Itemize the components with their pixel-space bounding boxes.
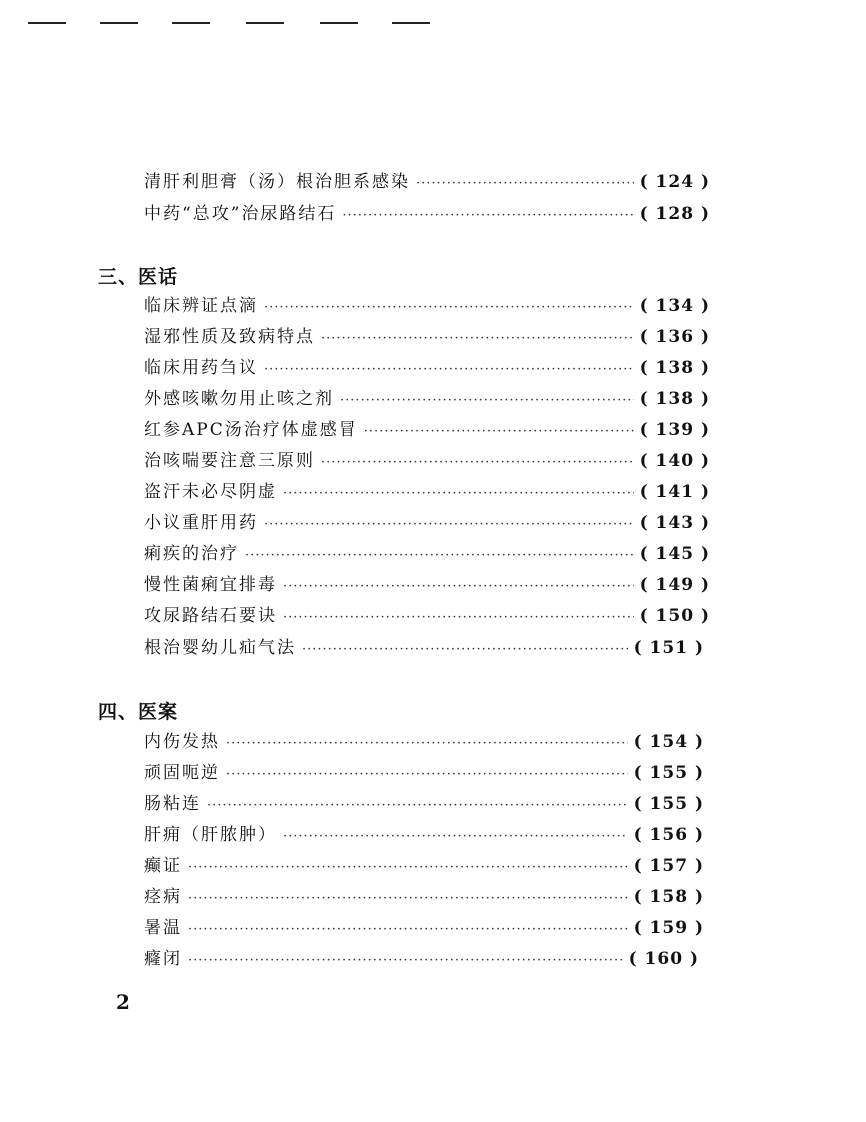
- dot-leader: [188, 885, 628, 913]
- top-rule-6: [392, 22, 430, 24]
- entry-title: 痉病: [144, 887, 182, 907]
- toc-entry[interactable]: [144, 540, 710, 568]
- entry-page: ( 151 ): [633, 638, 704, 658]
- entry-title: 清肝利胆膏（汤）根治胆系感染: [144, 172, 410, 192]
- entry-page: ( 156 ): [633, 825, 704, 845]
- toc-entry[interactable]: [144, 634, 704, 662]
- dot-leader: [226, 730, 628, 758]
- entry-title: 肝痈（肝脓肿）: [144, 825, 277, 845]
- entry-title: 根治婴幼儿疝气法: [144, 638, 296, 658]
- dot-leader: [283, 823, 628, 851]
- dot-leader: [416, 170, 634, 198]
- dot-leader: [245, 542, 634, 570]
- top-rule-5: [320, 22, 358, 24]
- entry-title: 盗汗未必尽阴虚: [144, 482, 277, 502]
- entry-page: ( 134 ): [639, 296, 710, 316]
- dot-leader: [283, 480, 634, 508]
- dot-leader: [364, 418, 634, 446]
- dot-leader: [264, 511, 634, 539]
- top-rule-3: [172, 22, 210, 24]
- entry-title: 慢性菌痢宜排毒: [144, 575, 277, 595]
- dot-leader: [321, 325, 634, 353]
- entry-title: 小议重肝用药: [144, 513, 258, 533]
- entry-page: ( 158 ): [633, 887, 704, 907]
- entry-title: 临床用药刍议: [144, 358, 258, 378]
- entry-page: ( 155 ): [633, 794, 704, 814]
- toc-entry[interactable]: [144, 478, 710, 506]
- toc-entry[interactable]: [144, 447, 710, 475]
- entry-page: ( 136 ): [639, 327, 710, 347]
- entry-title: 治咳喘要注意三原则: [144, 451, 315, 471]
- entry-page: ( 150 ): [639, 606, 710, 626]
- toc-entry[interactable]: [144, 759, 704, 787]
- entry-title: 攻尿路结石要诀: [144, 606, 277, 626]
- toc-entry[interactable]: [144, 509, 710, 537]
- entry-title: 癃闭: [144, 949, 182, 969]
- dot-leader: [340, 387, 634, 415]
- entry-page: ( 145 ): [639, 544, 710, 564]
- toc-entry[interactable]: [144, 354, 710, 382]
- entry-page: ( 124 ): [639, 172, 710, 192]
- section-heading: 四、医案: [98, 701, 179, 723]
- dot-leader: [283, 604, 634, 632]
- toc-entry[interactable]: [144, 883, 704, 911]
- dot-leader: [302, 636, 628, 664]
- toc-entry[interactable]: [144, 323, 710, 351]
- entry-title: 肠粘连: [144, 794, 201, 814]
- top-rule-2: [100, 22, 138, 24]
- top-rule-4: [246, 22, 284, 24]
- toc-entry[interactable]: [144, 292, 710, 320]
- toc-entry[interactable]: [144, 200, 710, 228]
- toc-entry[interactable]: [144, 416, 710, 444]
- dot-leader: [264, 294, 634, 322]
- entry-title: 临床辨证点滴: [144, 296, 258, 316]
- entry-page: ( 128 ): [639, 204, 710, 224]
- entry-title: 癫证: [144, 856, 182, 876]
- toc-entry[interactable]: [144, 821, 704, 849]
- toc-entry[interactable]: [144, 602, 710, 630]
- entry-title: 中药“总攻”治尿路结石: [144, 204, 337, 224]
- entry-page: ( 154 ): [633, 732, 704, 752]
- toc-entry[interactable]: [144, 728, 704, 756]
- entry-page: ( 155 ): [633, 763, 704, 783]
- entry-title: 湿邪性质及致病特点: [144, 327, 315, 347]
- top-rule-1: [28, 22, 66, 24]
- entry-page: ( 143 ): [639, 513, 710, 533]
- entry-title: 红参APC汤治疗体虚感冒: [144, 420, 358, 440]
- toc-entry[interactable]: [144, 945, 699, 973]
- entry-page: ( 138 ): [639, 358, 710, 378]
- entry-page: ( 141 ): [639, 482, 710, 502]
- dot-leader: [226, 761, 628, 789]
- toc-entry[interactable]: [144, 571, 710, 599]
- dot-leader: [321, 449, 634, 477]
- entry-title: 暑温: [144, 918, 182, 938]
- dot-leader: [264, 356, 634, 384]
- entry-title: 顽固呃逆: [144, 763, 220, 783]
- page-number: 2: [116, 990, 130, 1014]
- dot-leader: [188, 854, 628, 882]
- toc-entry[interactable]: [144, 168, 710, 196]
- entry-page: ( 139 ): [639, 420, 710, 440]
- dot-leader: [342, 202, 633, 230]
- dot-leader: [188, 916, 628, 944]
- toc-entry[interactable]: [144, 852, 704, 880]
- toc-entry[interactable]: [144, 385, 710, 413]
- dot-leader: [207, 792, 628, 820]
- entry-title: 外感咳嗽勿用止咳之剂: [144, 389, 334, 409]
- toc-entry[interactable]: [144, 790, 704, 818]
- dot-leader: [188, 947, 623, 975]
- entry-page: ( 159 ): [633, 918, 704, 938]
- entry-page: ( 149 ): [639, 575, 710, 595]
- entry-title: 内伤发热: [144, 732, 220, 752]
- dot-leader: [283, 573, 634, 601]
- entry-page: ( 140 ): [639, 451, 710, 471]
- entry-title: 痢疾的治疗: [144, 544, 239, 564]
- toc-entry[interactable]: [144, 914, 704, 942]
- section-heading: 三、医话: [98, 266, 179, 288]
- entry-page: ( 160 ): [628, 949, 699, 969]
- entry-page: ( 138 ): [639, 389, 710, 409]
- entry-page: ( 157 ): [633, 856, 704, 876]
